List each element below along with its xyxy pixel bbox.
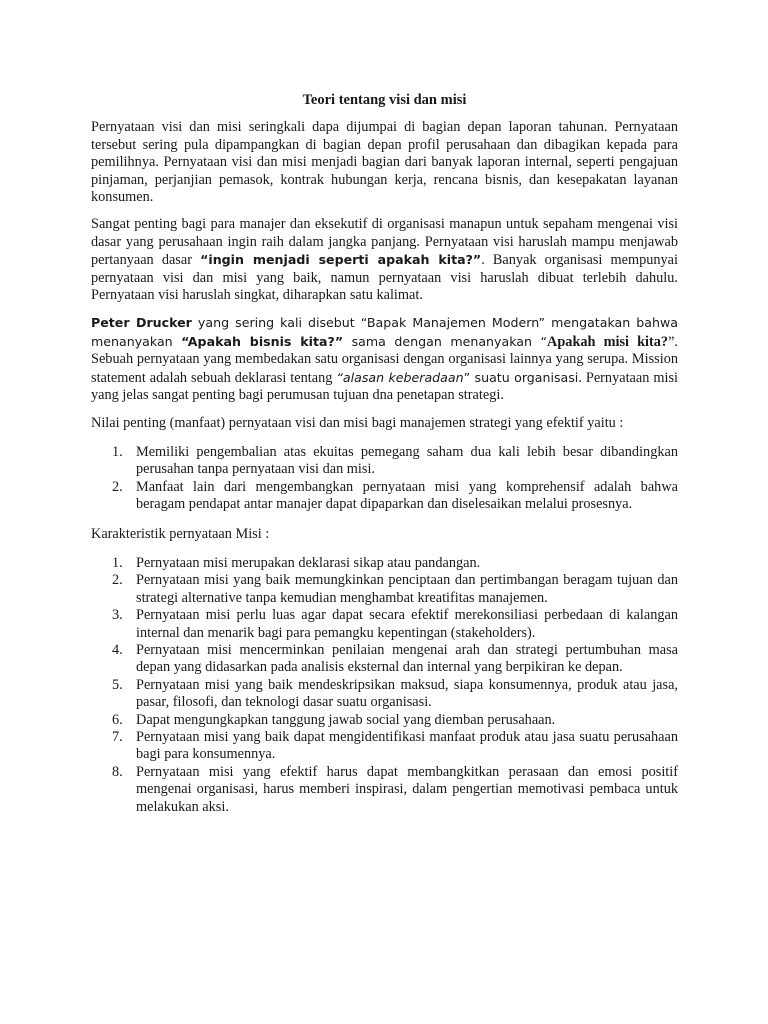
document-title: Teori tentang visi dan misi <box>302 92 467 108</box>
p3-question-bisnis: “Apakah bisnis kita?” <box>181 333 344 349</box>
list-item: 1. Memiliki pengembalian atas ekuitas pemegang saham dua kali lebih besar dibandingkan perusahan tanpa pernyataan visi dan misi. <box>112 443 678 478</box>
p2-text-a: Sangat penting bagi para manajer dan eksekutif di organisasi manapun untuk sepaham mengenai visi dasar yang perusahaan ingin raih dalam jangka panjang. Pernyataan visi haruslah mampu menjawab pertanyaan dasar <box>91 216 678 269</box>
benefits-list <box>91 444 678 514</box>
list-item: 3. Pernyataan misi perlu luas agar dapat secara efektif merekonsiliasi perbedaan di kalangan internal dan menarik bagi para pemangku kepentingan (stakeholders). <box>112 607 678 641</box>
p3-text-k: Pernyataan misi yang jelas sangat penting bagi perumusan tujuan dna penetapan strategi. <box>91 369 678 404</box>
p3-text-i: ” suatu organisasi <box>463 369 579 385</box>
p3-text-b: yang sering kali disebut “Bapak Manajemen Modern” mengatakan bahwa menanyakan <box>91 315 678 349</box>
paragraph-3 <box>91 314 678 404</box>
list-item: 2. Pernyataan misi yang baik memungkinkan penciptaan dan pertimbangan beragam tujuan dan strategi alternative tanpa kemudian menghambat kreatifitas manajemen. <box>112 572 678 606</box>
list-item: 5. Pernyataan misi yang baik mendeskripsikan maksud, siapa konsumennya, produk atau jasa, pasar, filosofi, dan teknologi dasar suatu organisasi. <box>112 676 678 711</box>
p3-text-d: sama dengan menanyakan “ <box>343 333 548 349</box>
paragraph-1: Pernyataan visi dan misi seringkali dapa dijumpai di bagian depan laporan tahunan. Pernyataan tersebut sering pula dipampangkan di bagian depan profil perusahaan dan dibagikan kepada para pemilihnya. Pernyataan visi dan misi menjadi bagian dari banyak laporan internal, seperti pengajuan pinjaman, perjanjian pemasok, kontrak hubungan kerja, rencana bisnis, dan kesepakatan layanan konsumen. <box>91 119 678 206</box>
p3-question-misi: Apakah misi kita? <box>547 333 669 350</box>
p3-text-g: Sebuah pernyataan yang membedakan satu organisasi dengan organisasi lainnya yang serupa. Mission statement adalah sebuah deklarasi tentang <box>91 351 678 386</box>
paragraph-2 <box>91 216 678 304</box>
list-item: 1. Pernyataan misi merupakan deklarasi sikap atau pandangan. <box>112 554 481 571</box>
paragraph-5: Karakteristik pernyataan Misi : <box>91 525 270 542</box>
list-item: 7. Pernyataan misi yang baik dapat mengidentifikasi manfaat produk atau jasa suatu perusahaan bagi para konsumennya. <box>112 729 678 763</box>
list-item: 8. Pernyataan misi yang efektif harus dapat membangkitkan perasaan dan emosi positif mengenai organisasi, harus memberi inspirasi, dalam pengertian memotivasi pembaca untuk melakukan aksi. <box>112 763 678 815</box>
p2-text-c: . Banyak organisasi mempunyai pernyataan visi dan misi yang baik, namun pernyataan visi haruslah dibuat terlebih dahulu. Pernyataan visi haruslah singkat, diharapkan satu kalimat. <box>91 252 678 304</box>
p2-question: “ingin menjadi seperti apakah kita?” <box>200 252 482 268</box>
paragraph-4: Nilai penting (manfaat) pernyataan visi dan misi bagi manajemen strategi yang efektif yaitu : <box>91 414 624 431</box>
list-item: 4. Pernyataan misi mencerminkan penilaian mengenai arah dan strategi pertumbuhan masa depan yang didasarkan pada analisis eksternal dan internal yang berpikiran ke depan. <box>112 641 678 676</box>
list-item: 6. Dapat mengungkapkan tanggung jawab social yang diemban perusahaan. <box>112 711 556 728</box>
p3-peter-drucker: Peter Drucker <box>91 315 192 331</box>
list-item: 2. Manfaat lain dari mengembangkan pernyataan misi yang komprehensif adalah bahwa beragam pendapat antar manajer dapat dipaparkan dan diselesaikan melalui prosesnya. <box>112 478 678 513</box>
document-page <box>91 92 678 826</box>
p3-alasan-keberadaan: “alasan keberadaan <box>336 369 464 385</box>
characteristics-list <box>91 555 678 816</box>
p3-text-f: ”. <box>668 333 678 350</box>
p3-text-j: . <box>578 369 582 386</box>
